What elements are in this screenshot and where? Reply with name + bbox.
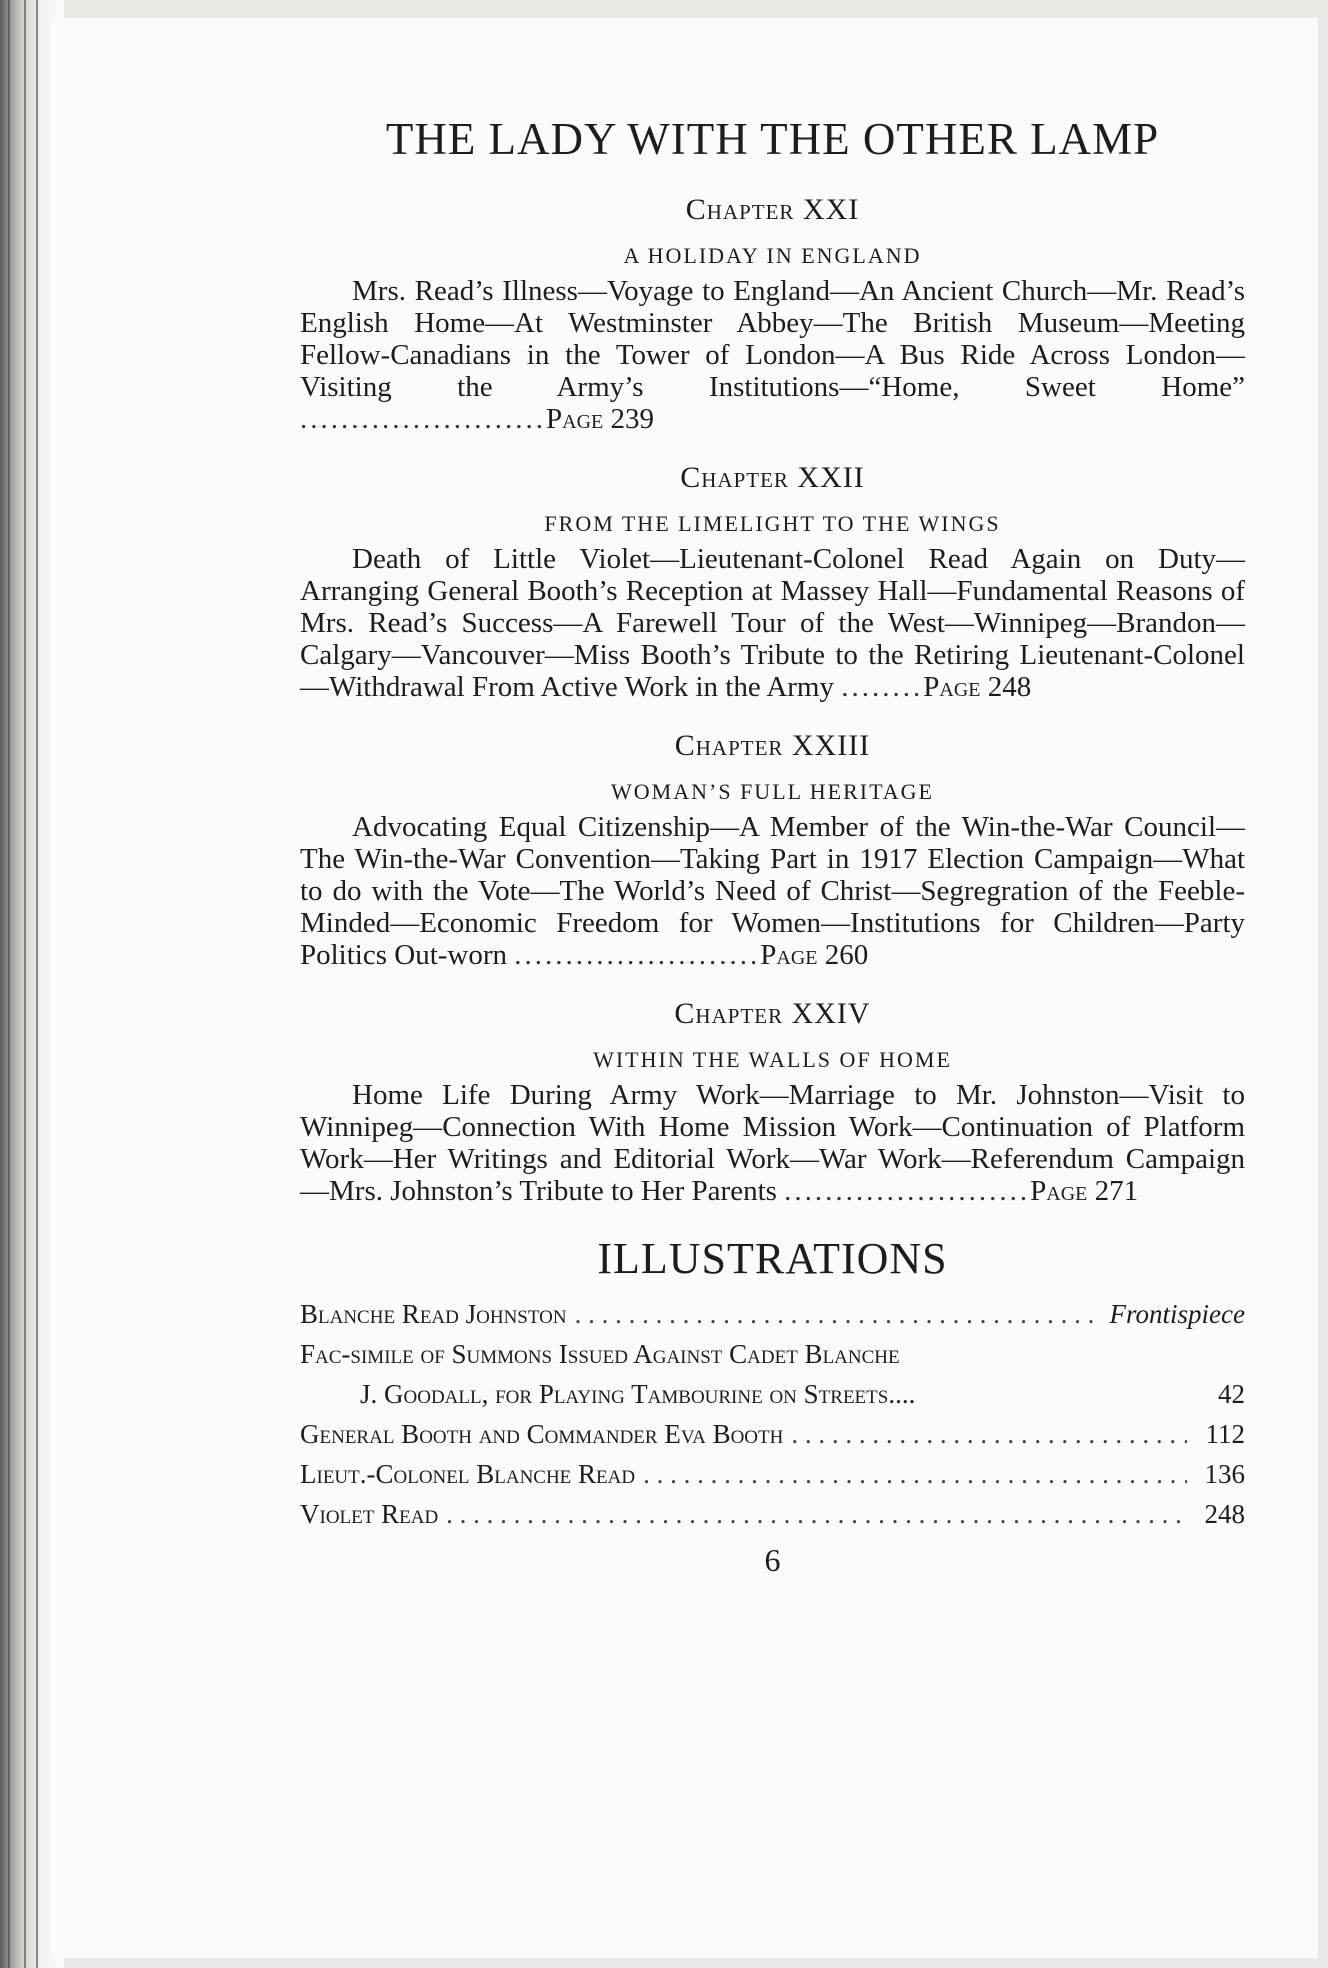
chapter-synopsis [300,275,1245,435]
chapter-heading: Chapter XXIII [674,729,871,762]
page-reference: Page 248 [923,671,1032,703]
chapter-synopsis [300,811,1245,971]
dot-leader [791,1414,1187,1454]
chapter-heading: Chapter XXII [680,461,865,494]
chapter-title: FROM THE LIMELIGHT TO THE WINGS [544,511,1001,536]
illustration-name: Blanche Read Johnston [300,1299,567,1329]
illustration-item [300,1374,1245,1414]
illustrations-heading: ILLUSTRATIONS [597,1234,948,1283]
synopsis-text: Advocating Equal Citizenship—A Member of the Win-the-War Council—The Win-the-War Convention—Taking Part in 1917 Election Campaign—What to do with the Vote—The World’s Need of Christ—Segregration of the Feeble-Minded—Economic Freedom for Women—Institutions for Children—Party Politics Out-worn [300,811,1245,971]
dot-leader: ........ [841,671,924,703]
page-reference: Page 260 [760,939,869,971]
illustration-name: Fac-simile of Summons Issued Against Cadet Blanche [300,1339,900,1369]
illustration-item [300,1494,1245,1534]
chapter-xxi [300,193,1245,435]
chapter-title: A HOLIDAY IN ENGLAND [623,243,922,268]
dot-leader [643,1454,1187,1494]
binding-line [8,0,10,1968]
dot-leader [575,1294,1102,1334]
page-reference: Page 239 [546,403,654,435]
dot-leader: ........................ [514,939,761,971]
illustration-name: General Booth and Commander Eva Booth [300,1419,784,1449]
dot-leader: ........................ [300,403,546,435]
illustration-item [300,1454,1245,1494]
illustration-page: 248 [1204,1499,1245,1529]
chapter-heading: Chapter XXIV [674,997,871,1030]
illustrations-list [300,1294,1245,1534]
illustration-page: 42 [1218,1379,1245,1409]
chapter-synopsis [300,1079,1245,1207]
page-reference: Page 271 [1030,1175,1139,1207]
illustration-name: Lieut.-Colonel Blanche Read [300,1459,636,1489]
chapter-xxiii [300,729,1245,971]
synopsis-text: Death of Little Violet—Lieutenant-Colonel Read Again on Duty—Arranging General Booth’s Reception at Massey Hall—Fundamental Reasons of Mrs. Read’s Success—A Farewell Tour of the West—Winnipeg—Brandon—Calgary—Vancouver—Miss Booth’s Tribute to the Retiring Lieutenant-Colonel—Withdrawal From Active Work in the Army [300,543,1245,703]
page-number: 6 [764,1542,781,1578]
synopsis-text: Home Life During Army Work—Marriage to Mr. Johnston—Visit to Winnipeg—Connection With Home Mission Work—Continuation of Platform Work—Her Writings and Editorial Work—War Work—Referendum Campaign—Mrs. Johnston’s Tribute to Her Parents [300,1079,1245,1207]
binding-line [24,0,26,1968]
illustration-name: Violet Read [300,1499,439,1529]
chapter-xxiv [300,997,1245,1207]
illustration-item [300,1334,1245,1374]
dot-leader: ........................ [784,1175,1031,1207]
illustration-item [300,1294,1245,1334]
binding-line [36,0,38,1968]
chapter-synopsis [300,543,1245,703]
illustration-page: Frontispiece [1109,1299,1245,1329]
illustration-page: 112 [1205,1419,1245,1449]
illustration-page: 136 [1204,1459,1245,1489]
dot-leader [446,1494,1187,1534]
illustration-item [300,1414,1245,1454]
chapter-title: WOMAN’S FULL HERITAGE [611,779,934,804]
chapter-xxii [300,461,1245,703]
illustration-name: J. Goodall, for Playing Tambourine on Streets.... [360,1379,916,1409]
chapter-heading: Chapter XXI [685,193,860,226]
book-page [50,18,1318,1958]
running-title: THE LADY WITH THE OTHER LAMP [385,114,1160,164]
page-content [300,113,1245,1579]
chapter-title: WITHIN THE WALLS OF HOME [593,1047,952,1072]
synopsis-text: Mrs. Read’s Illness—Voyage to England—An Ancient Church—Mr. Read’s English Home—At Westminster Abbey—The British Museum—Meeting Fellow-Canadians in the Tower of London—A Bus Ride Across London—Visiting the Army’s Institutions—“Home, Sweet Home” [300,275,1245,403]
